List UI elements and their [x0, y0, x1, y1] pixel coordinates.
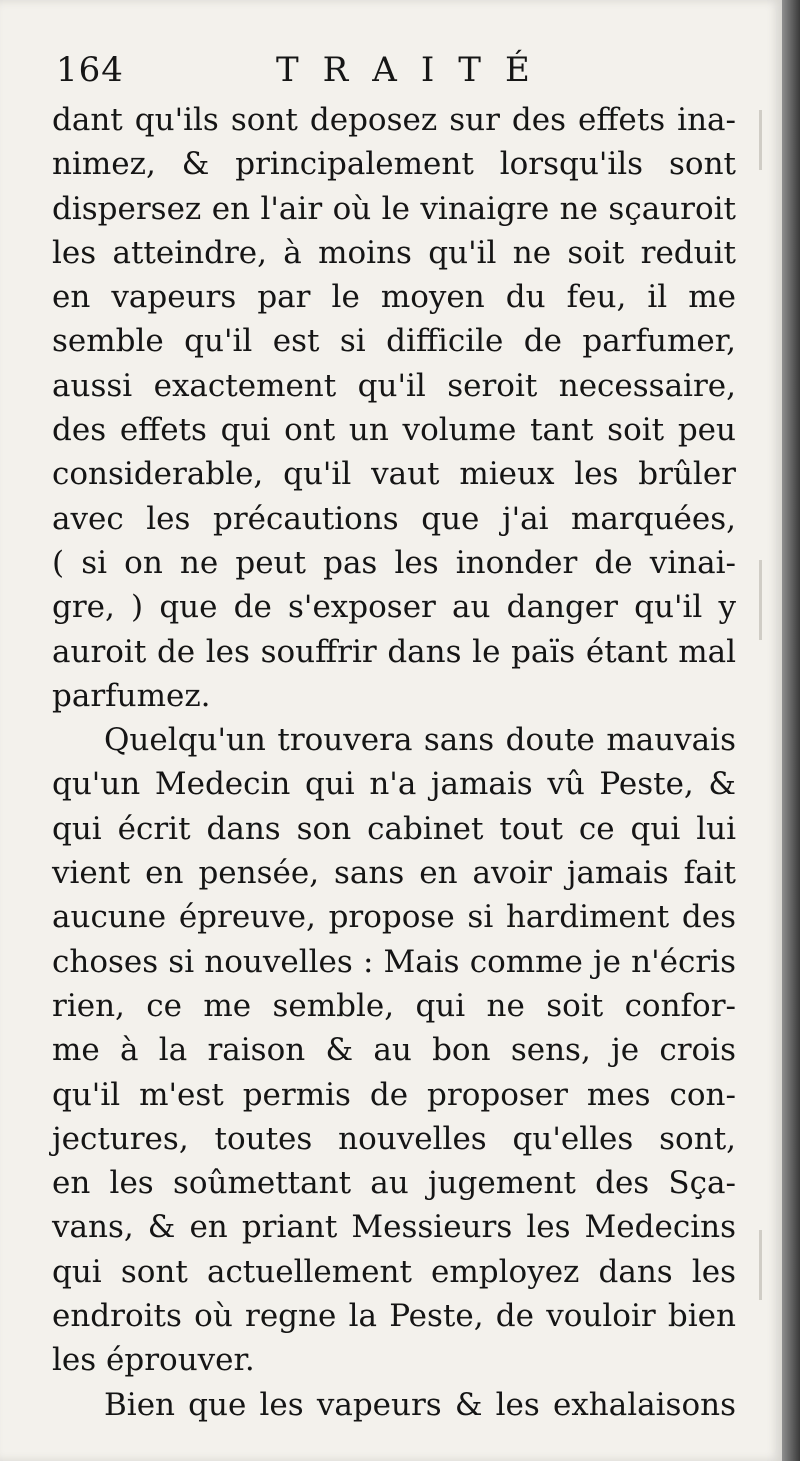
text-line-paragraph-end: parfumez. [52, 677, 211, 714]
text-line: qu'un Medecin qui n'a jamais vû Peste, & [52, 766, 736, 803]
text-line: qui sont actuellement employez dans les [52, 1253, 736, 1290]
page-number: 164 [56, 50, 124, 90]
text-line: dant qu'ils sont deposez sur des effets ina- [52, 102, 736, 138]
text-line: gre, ) que de s'exposer au danger qu'il y [52, 589, 736, 626]
page-body-text [52, 98, 736, 1427]
page-edge-shadow [782, 0, 800, 1461]
text-line: les atteindre, à moins qu'il ne soit reduit [52, 234, 736, 271]
text-line: endroits où regne la Peste, de vouloir bien [52, 1298, 736, 1335]
text-line: aussi exactement qu'il seroit necessaire, [52, 367, 736, 404]
text-line: qu'il m'est permis de proposer mes con- [52, 1076, 736, 1113]
text-line: en les soûmettant au jugement des Sça- [52, 1165, 736, 1202]
paper-stain [759, 1230, 762, 1300]
paper-stain [759, 110, 762, 170]
text-line: auroit de les souffrir dans le païs étant mal [52, 633, 736, 670]
running-head: TRAITÉ [276, 50, 554, 90]
text-line-paragraph-end: les éprouver. [52, 1342, 255, 1379]
text-line: jectures, toutes nouvelles qu'elles sont, [52, 1120, 736, 1157]
text-line: des effets qui ont un volume tant soit peu [52, 412, 736, 449]
text-line: nimez, & principalement lorsqu'ils sont [52, 146, 736, 183]
text-line: considerable, qu'il vaut mieux les brûler [52, 456, 736, 493]
text-line: semble qu'il est si difficile de parfumer, [52, 323, 736, 360]
text-line: choses si nouvelles : Mais comme je n'écris [52, 943, 736, 980]
page-header [56, 46, 736, 98]
text-line: vient en pensée, sans en avoir jamais fait [52, 855, 736, 892]
text-line: ( si on ne peut pas les inonder de vinai- [52, 544, 736, 581]
text-line: qui écrit dans son cabinet tout ce qui lui [52, 810, 736, 847]
text-line: vans, & en priant Messieurs les Medecins [52, 1209, 736, 1246]
text-line: rien, ce me semble, qui ne soit confor- [52, 987, 736, 1024]
text-line: aucune épreuve, propose si hardiment des [52, 899, 736, 936]
text-line: me à la raison & au bon sens, je crois [52, 1032, 736, 1069]
text-line: en vapeurs par le moyen du feu, il me [52, 279, 736, 316]
text-line: avec les précautions que j'ai marquées, [52, 500, 736, 537]
text-line-paragraph-start: Bien que les vapeurs & les exhalaisons [104, 1386, 736, 1423]
paper-stain [759, 560, 762, 640]
text-line: dispersez en l'air où le vinaigre ne sçauroit [52, 190, 736, 227]
text-line-paragraph-start: Quelqu'un trouvera sans doute mauvais [104, 722, 736, 759]
